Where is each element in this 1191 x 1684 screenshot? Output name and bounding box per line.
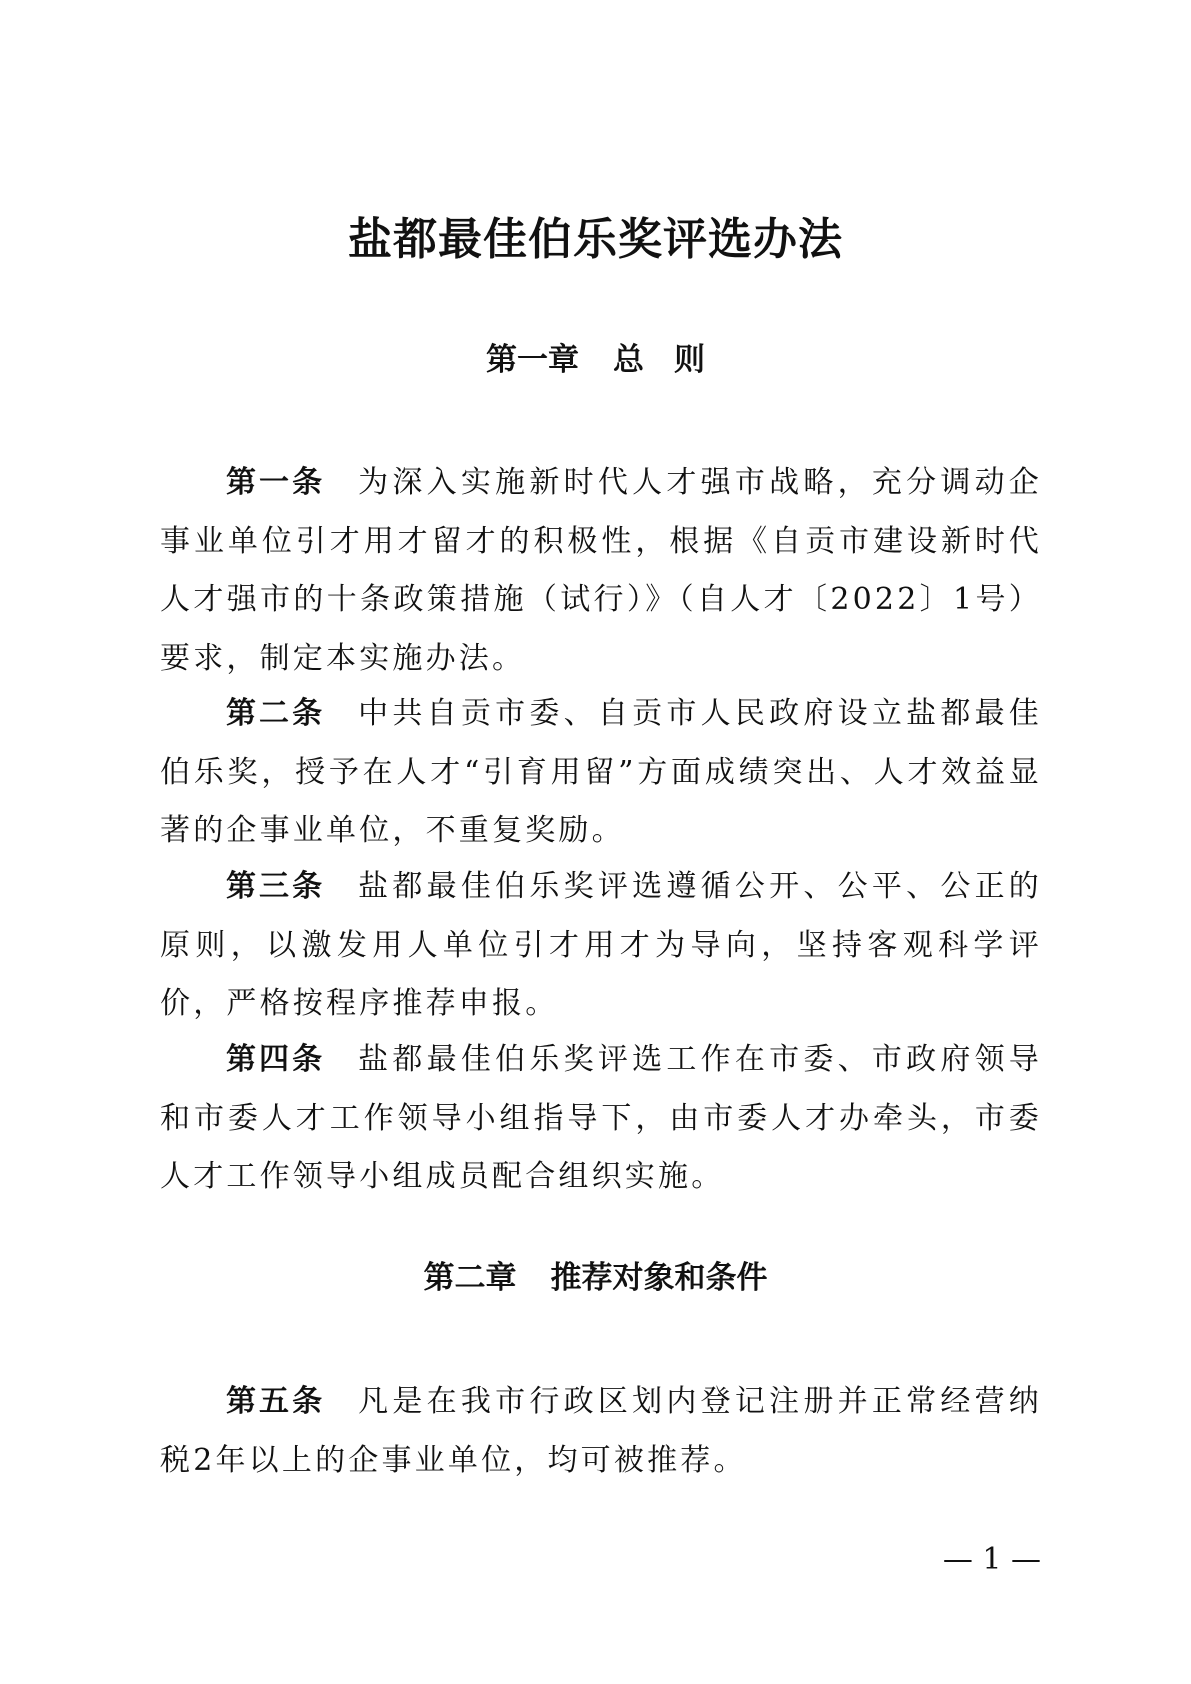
chapter-number: 第二章 xyxy=(423,1260,517,1296)
article-label: 第一条 xyxy=(226,465,326,500)
article-paragraph xyxy=(160,685,1042,861)
chapter-title: 总则 xyxy=(613,342,735,378)
chapter-number: 第一章 xyxy=(486,342,579,378)
document-title: 盐都最佳伯乐奖评选办法 xyxy=(348,214,843,265)
article-text: 盐都最佳伯乐奖评选遵循公开、公平、公正的原则，以激发用人单位引才用才为导向，坚持客观科学评价，严格按程序推荐申报。 xyxy=(160,869,1043,1021)
page-number: — 1 — xyxy=(942,1542,1041,1577)
article-text: 凡是在我市行政区划内登记注册并正常经营纳税2年以上的企事业单位，均可被推荐。 xyxy=(160,1384,1043,1478)
article-paragraph xyxy=(160,1373,1042,1490)
chapter-title: 推荐对象和条件 xyxy=(550,1260,768,1296)
article-paragraph xyxy=(160,454,1042,688)
article-label: 第四条 xyxy=(226,1042,326,1077)
article-text: 为深入实施新时代人才强市战略，充分调动企事业单位引才用才留才的积极性，根据《自贡市建设新时代人才强市的十条政策措施（试行）》（自人才〔2022〕1号）要求，制定本实施办法。 xyxy=(160,465,1043,676)
article-paragraph xyxy=(160,858,1042,1034)
article-label: 第五条 xyxy=(226,1384,326,1419)
article-text: 盐都最佳伯乐奖评选工作在市委、市政府领导和市委人才工作领导小组指导下，由市委人才办牵头，市委人才工作领导小组成员配合组织实施。 xyxy=(160,1042,1043,1194)
article-text: 中共自贡市委、自贡市人民政府设立盐都最佳伯乐奖，授予在人才“引育用留”方面成绩突出、人才效益显著的企事业单位，不重复奖励。 xyxy=(160,696,1043,848)
article-paragraph xyxy=(160,1031,1042,1207)
article-label: 第二条 xyxy=(226,696,326,731)
chapter-heading xyxy=(0,1256,1191,1300)
article-label: 第三条 xyxy=(226,869,326,904)
chapter-heading xyxy=(0,338,1191,382)
